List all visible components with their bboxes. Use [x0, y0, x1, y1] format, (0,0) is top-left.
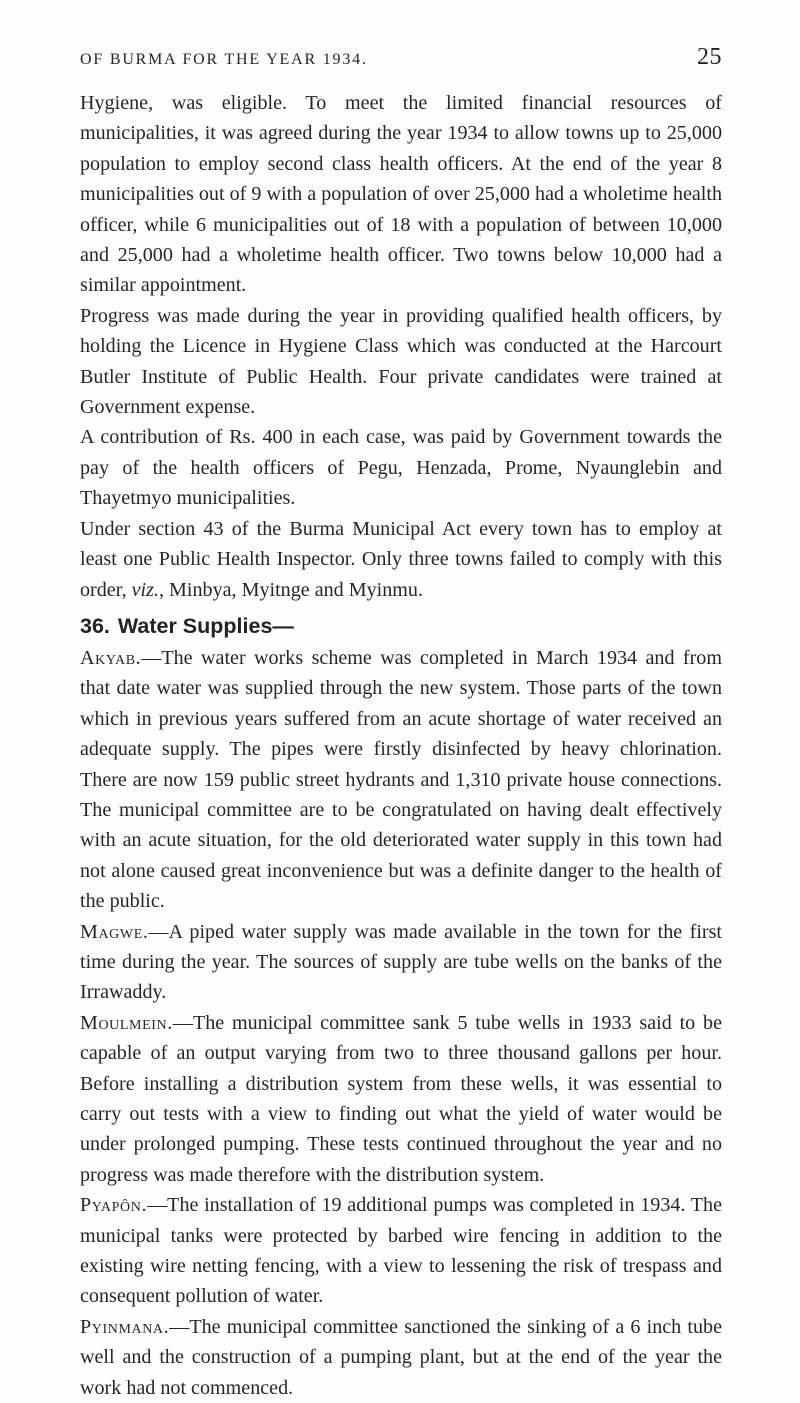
entry-pyinmana [80, 1312, 722, 1403]
running-head [80, 44, 722, 70]
entry-text: —The municipal committee sanctioned the sinking of a 6 inch tube well and the construction of a pumping plant, but at the end of the year the work had not commenced. [80, 1315, 722, 1399]
page-body [80, 88, 722, 1403]
town-name: Pyapôn. [80, 1194, 148, 1217]
running-title: OF BURMA FOR THE YEAR 1934. [80, 51, 368, 68]
section-heading-water-supplies [80, 610, 722, 642]
paragraph-section-43-lead: Under section 43 of the Burma Municipal Act every town has to employ at least one Public Health Inspector. Only three towns failed to comply with this order, [80, 517, 722, 601]
paragraph-licence-hygiene: Progress was made during the year in providing qualified health officers, by holding the Licence in Hygiene Class which was conducted at the Harcourt Butler Institute of Public Health. Four private candidates were trained at Government expense. [80, 304, 722, 419]
paragraph-health-officers: Hygiene, was eligible. To meet the limited financial resources of municipalities, it was agreed during the year 1934 to allow towns up to 25,000 population to employ second class health officers. At the end of the year 8 municipalities out of 9 with a population of over 25,000 had a wholetime health officer, while 6 municipalities out of 18 with a population of between 10,000 and 25,000 had a wholetime health officer. Two towns below 10,000 had a similar appointment. [80, 92, 722, 297]
section-title: Water Supplies— [117, 613, 294, 638]
entry-text: —The water works scheme was completed in March 1934 and from that date water was supplied through the new system. Those parts of the town which in previous years suffered from an acute shortage of water received an adequate supply. The pipes were firstly disinfected by heavy chlorination. There are now 159 public street hydrants and 1,310 private house connections. The municipal committee are to be congratulated on having dealt effectively with an acute situation, for the old deteriorated water supply in this town had not alone caused great inconvenience but was a definite danger to the health of the public. [80, 646, 722, 913]
page-number: 25 [697, 44, 722, 70]
paragraph-contribution: A contribution of Rs. 400 in each case, was paid by Government towards the pay of the health officers of Pegu, Henzada, Prome, Nyaunglebin and Thayetmyo municipalities. [80, 426, 722, 510]
entry-akyab [80, 643, 722, 917]
entry-pyapon [80, 1190, 722, 1312]
town-name: Magwe. [80, 920, 149, 943]
entry-text: —The municipal committee sank 5 tube wells in 1933 said to be capable of an output varying from two to three thousand gallons per hour. Before installing a distribution system from these wells, it was essential to carry out tests with a view to finding out what the yield of water would be under prolonged pumping. These tests continued throughout the year and no progress was made therefore with the distribution system. [80, 1011, 722, 1186]
town-name: Pyinmana. [80, 1315, 170, 1338]
paragraph-section-43 [80, 514, 722, 605]
entry-text: —A piped water supply was made available in the town for the first time during the year. The sources of supply are tube wells on the banks of the Irrawaddy. [80, 920, 722, 1004]
town-name: Moulmein. [80, 1011, 173, 1034]
town-name: Akyab. [80, 646, 142, 669]
section-number: 36. [80, 613, 110, 638]
paragraph-section-43-rest: , Minbya, Myitnge and Myinmu. [159, 578, 423, 601]
viz-abbreviation: viz. [131, 578, 159, 601]
entry-text: —The installation of 19 additional pumps was completed in 1934. The municipal tanks were protected by barbed wire fencing in addition to the existing wire netting fencing, with a view to lessening the risk of trespass and consequent pollution of water. [80, 1194, 722, 1308]
entry-magwe [80, 917, 722, 1008]
entry-moulmein [80, 1008, 722, 1190]
